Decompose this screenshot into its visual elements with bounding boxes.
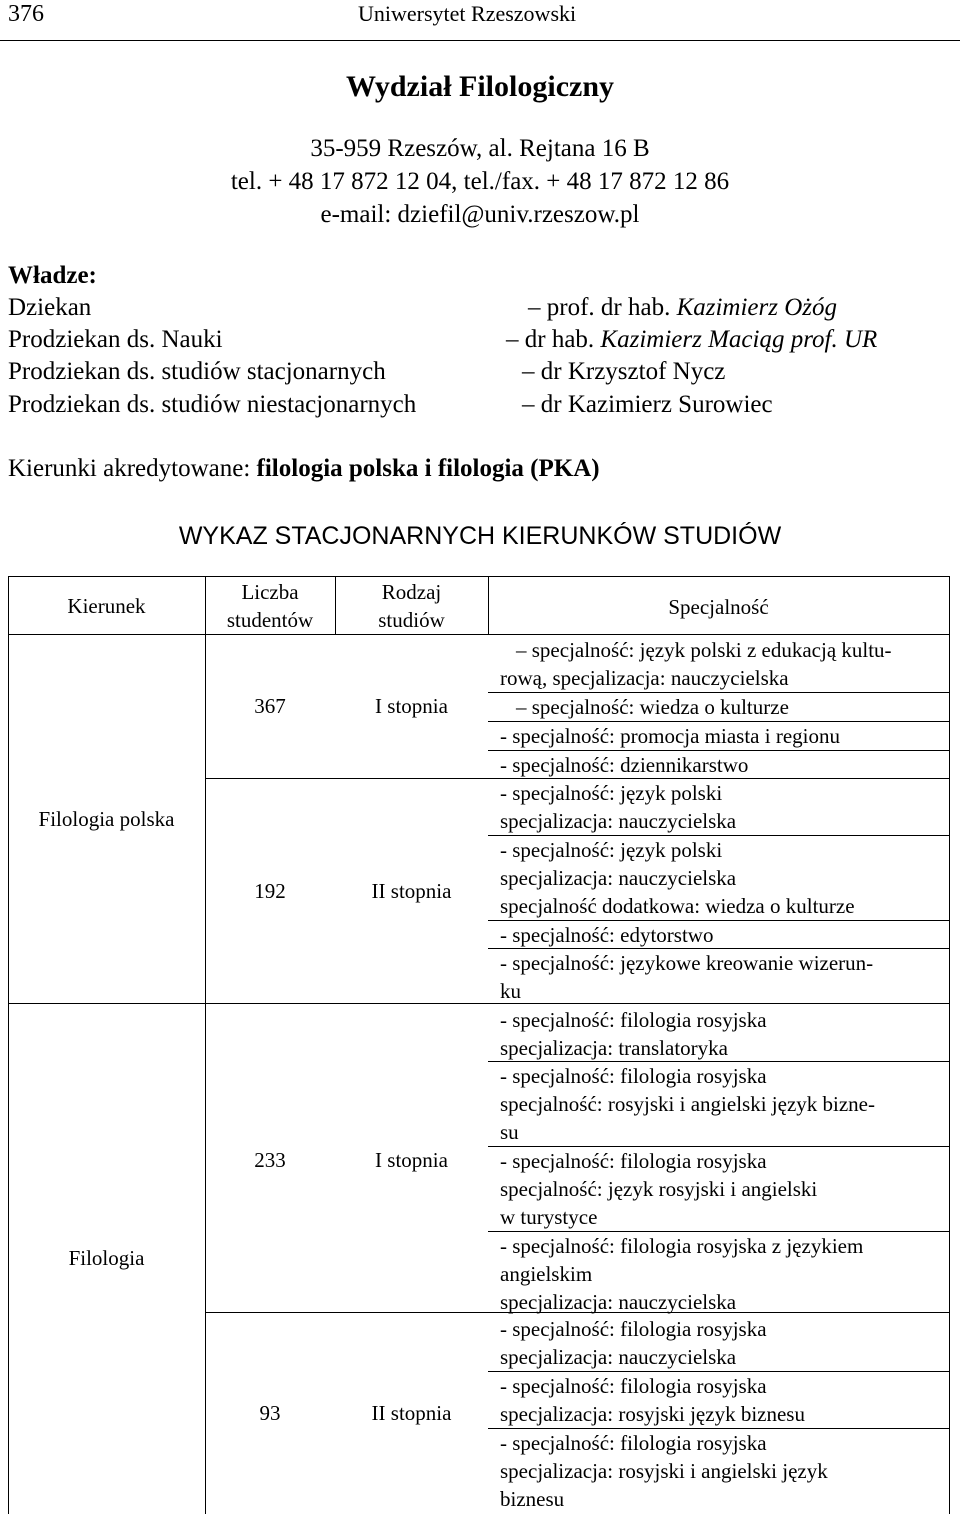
student-count: 233 (254, 1148, 286, 1172)
faculty-address: 35-959 Rzeszów, al. Rejtana 16 B (310, 135, 650, 162)
specialization: – specjalność: język polski z edukacją kultu- rową, specjalizacja: nauczycielska (500, 638, 892, 690)
page-header (0, 0, 960, 41)
specialization: – specjalność: wiedza o kulturze (516, 695, 789, 719)
specialization: - specjalność: filologia rosyjska specjalność: język rosyjski i angielski w turystyce (500, 1149, 818, 1229)
authority-role: Dziekan (8, 294, 92, 321)
study-level: II stopnia (371, 879, 452, 903)
page-number: 376 (8, 1, 44, 27)
study-level: II stopnia (371, 1401, 452, 1425)
specialization: - specjalność: dziennikarstwo (500, 753, 749, 777)
specialization: - specjalność: filologia rosyjska specjalizacja: translatoryka (500, 1008, 767, 1060)
authority-role: Prodziekan ds. studiów niestacjonarnych (8, 391, 417, 418)
running-title: Uniwersytet Rzeszowski (358, 1, 577, 26)
study-level: I stopnia (375, 694, 448, 718)
header-kierunek: Kierunek (67, 594, 146, 618)
accredited-programs: Kierunki akredytowane: filologia polska i filologia (PKA) (8, 455, 600, 482)
specialization: - specjalność: język polski specjalizacja: nauczycielska specjalność dodatkowa: wiedza o kulturze (500, 838, 855, 918)
authority-person: – dr Krzysztof Nycz (522, 358, 726, 385)
authority-role: Prodziekan ds. Nauki (8, 326, 223, 353)
specialization: - specjalność: filologia rosyjska z językiem angielskim specjalizacja: nauczycielska (500, 1234, 864, 1314)
program-name: Filologia (68, 1246, 145, 1270)
specialization: - specjalność: filologia rosyjska specjalizacja: rosyjski język biznesu (500, 1374, 805, 1426)
faculty-email: e-mail: dziefil@univ.rzeszow.pl (320, 201, 640, 228)
authority-person: – dr Kazimierz Surowiec (522, 391, 773, 418)
specialization: - specjalność: językowe kreowanie wizerun- ku (500, 951, 874, 1003)
specialization: - specjalność: filologia rosyjska specjalizacja: rosyjski i angielski język biznesu (500, 1431, 828, 1511)
specialization: - specjalność: filologia rosyjska specjalizacja: nauczycielska (500, 1317, 767, 1369)
student-count: 192 (254, 879, 286, 903)
header-specjalnosc: Specjalność (668, 595, 769, 619)
study-level: I stopnia (375, 1148, 448, 1172)
program-name: Filologia polska (38, 807, 175, 831)
specialization: - specjalność: edytorstwo (500, 923, 714, 947)
student-count: 367 (254, 694, 286, 718)
authority-person: – prof. dr hab. Kazimierz Ożóg (528, 294, 838, 321)
faculty-title: Wydział Filologiczny (345, 70, 615, 103)
header-liczba: Liczba studentów (226, 580, 314, 632)
authority-person: – dr hab. Kazimierz Maciąg prof. UR (506, 326, 878, 353)
list-title: WYKAZ STACJONARNYCH KIERUNKÓW STUDIÓW (178, 522, 782, 550)
specialization: - specjalność: filologia rosyjska specjalność: rosyjski i angielski język bizne- su (500, 1064, 875, 1144)
faculty-phone: tel. + 48 17 872 12 04, tel./fax. + 48 17 872 12 86 (230, 168, 730, 195)
header-rodzaj: Rodzaj studiów (378, 580, 445, 632)
specialization: - specjalność: język polski specjalizacja: nauczycielska (500, 781, 737, 833)
specialization: - specjalność: promocja miasta i regionu (500, 724, 840, 748)
authority-role: Prodziekan ds. studiów stacjonarnych (8, 358, 386, 385)
student-count: 93 (259, 1401, 281, 1425)
authorities-heading: Władze: (8, 262, 97, 289)
